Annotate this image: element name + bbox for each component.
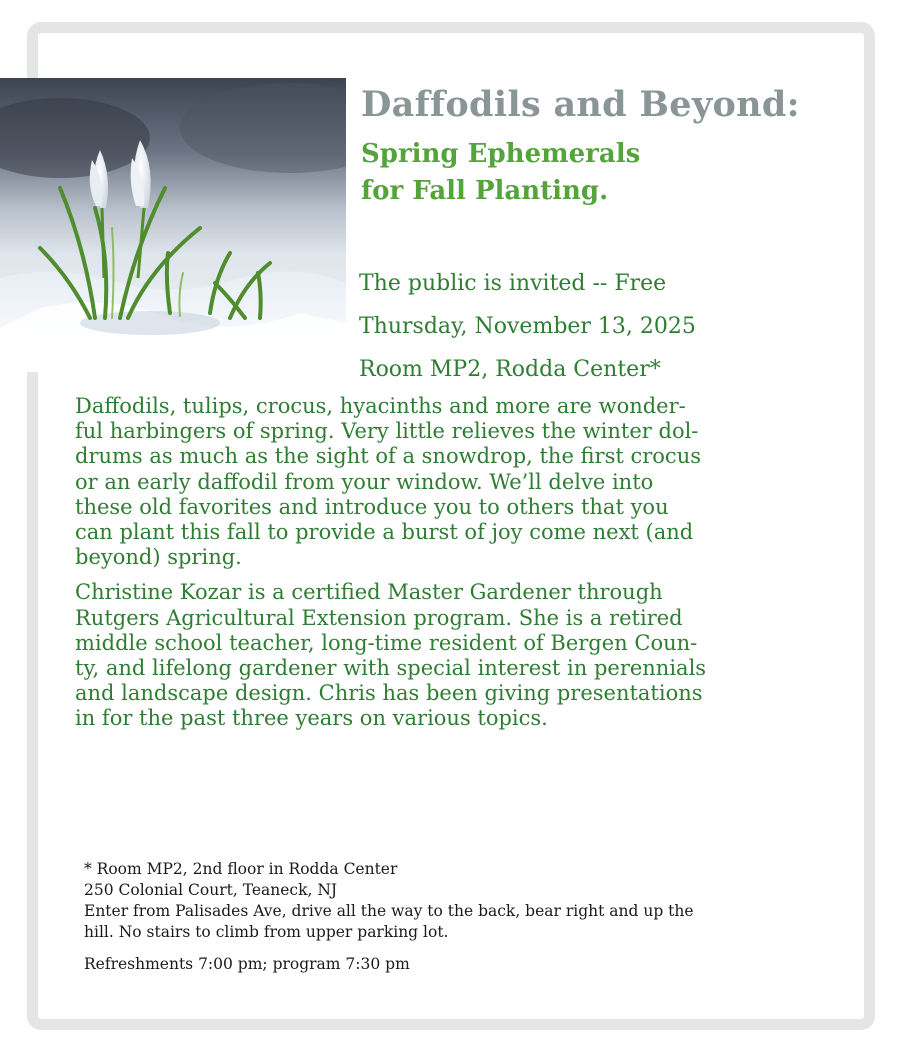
public-note: The public is invited -- Free (359, 271, 667, 296)
description-line: drums as much as the sight of a snowdrop, the first crocus (75, 444, 701, 469)
speaker-bio-paragraph (75, 580, 825, 731)
bio-line: in for the past three years on various topics. (75, 706, 548, 731)
description-line: beyond) spring. (75, 545, 242, 570)
bio-line: and landscape design. Chris has been giving presentations (75, 681, 703, 706)
bio-line: Rutgers Agricultural Extension program. She is a retired (75, 605, 683, 630)
description-line: ful harbingers of spring. Very little relieves the winter dol- (75, 419, 699, 444)
bio-line: middle school teacher, long-time resident of Bergen Coun- (75, 630, 698, 655)
room-detail: * Room MP2, 2nd floor in Rodda Center (84, 860, 398, 878)
event-date: Thursday, November 13, 2025 (359, 314, 696, 339)
description-line: these old favorites and introduce you to others that you (75, 494, 669, 519)
bio-line: Christine Kozar is a certified Master Gardener through (75, 580, 663, 605)
event-details (359, 262, 696, 391)
directions-line: hill. No stairs to climb from upper parking lot. (84, 923, 449, 941)
directions-line: Enter from Palisades Ave, drive all the way to the back, bear right and up the (84, 902, 694, 920)
footnote (84, 859, 804, 975)
event-room: Room MP2, Rodda Center* (359, 357, 661, 382)
description-line: can plant this fall to provide a burst of joy come next (and (75, 520, 694, 545)
description-paragraph (75, 394, 825, 570)
event-title: Daffodils and Beyond: (361, 84, 800, 125)
event-description (75, 394, 825, 742)
subtitle-line: for Fall Planting. (361, 176, 609, 206)
description-line: Daffodils, tulips, crocus, hyacinths and more are wonder- (75, 394, 686, 418)
subtitle-line: Spring Ephemerals (361, 139, 641, 169)
description-line: or an early daffodil from your window. We’ll delve into (75, 469, 654, 494)
event-subtitle (361, 136, 640, 210)
crocus-in-snow-photo (0, 78, 346, 372)
schedule: Refreshments 7:00 pm; program 7:30 pm (84, 955, 410, 973)
address: 250 Colonial Court, Teaneck, NJ (84, 881, 338, 899)
bio-line: ty, and lifelong gardener with special interest in perennials (75, 656, 707, 681)
